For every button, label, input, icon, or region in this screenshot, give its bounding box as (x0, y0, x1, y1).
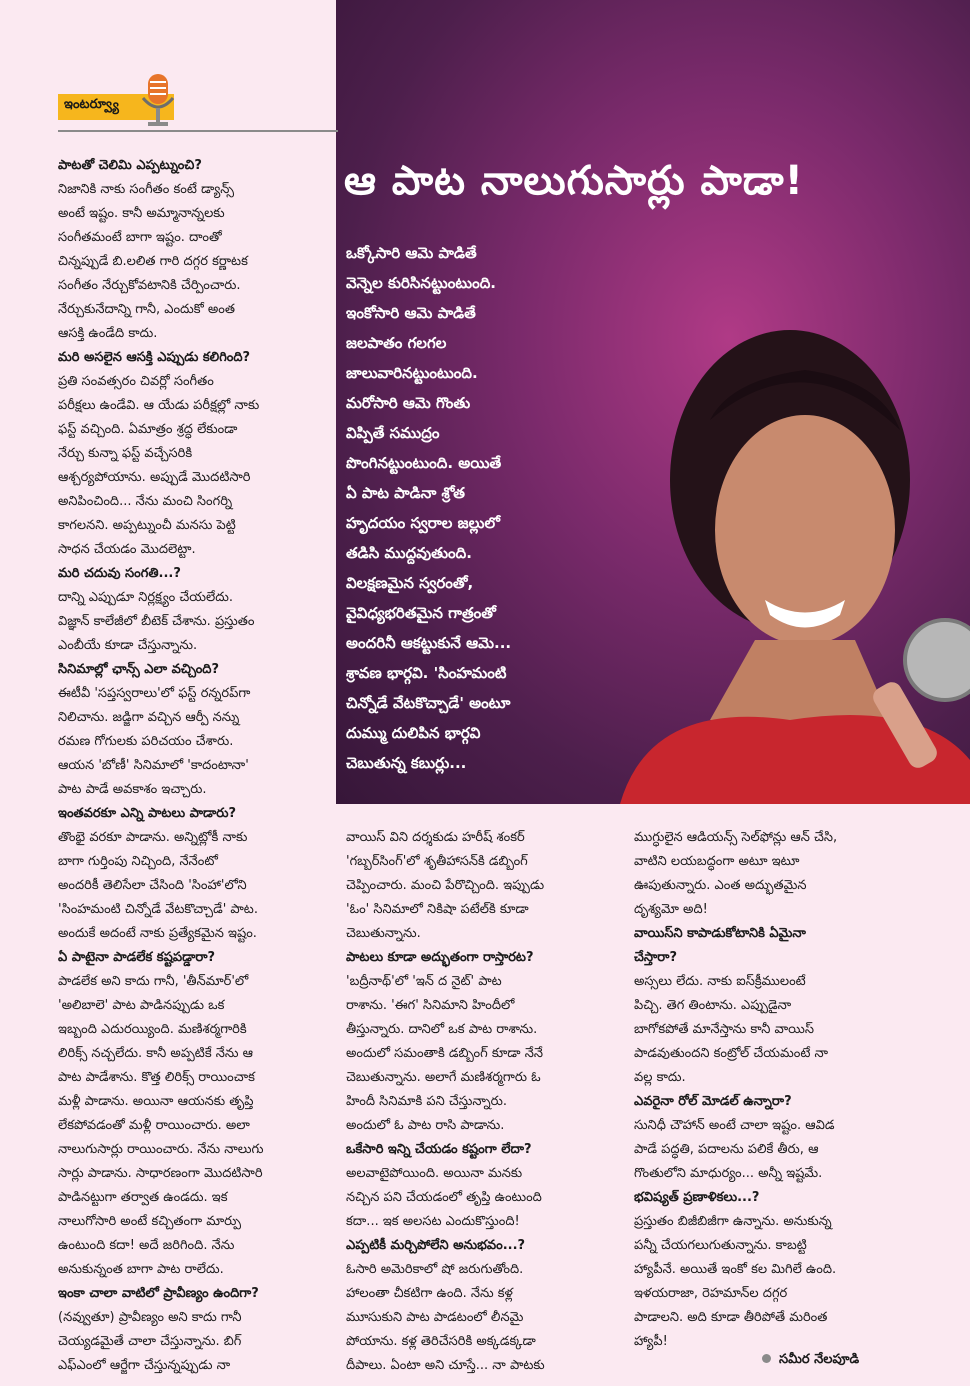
singer-photo (560, 300, 970, 804)
question-line: ఇంకా చాలా వాటిలో ప్రావీణ్యం ఉందిగా? (58, 1286, 259, 1301)
answer-line: దృశ్యమో అది! (634, 902, 708, 917)
answer-line: అందరికీ తెలిసేలా చేసింది 'సింహా'లోని (58, 878, 247, 893)
answer-line: పాడే పద్ధతి, పదాలను పలికే తీరు, ఆ (634, 1142, 819, 1157)
article-headline: ఆ పాట నాలుగుసార్లు పాడా! (344, 158, 804, 204)
microphone-icon (138, 72, 178, 128)
answer-line: చెబుతున్నాను. అలాగే మణిశర్మగారు ఓ (346, 1070, 541, 1085)
answer-line: ఫస్ట్ వచ్చింది. ఏమాత్రం శ్రద్ధ లేకుండా (58, 422, 238, 437)
answer-line: పరీక్షలు ఉండేవి. ఆ యేడు పరీక్షల్లో నాకు (58, 398, 260, 413)
answer-line: రాశాను. 'ఈగ' సినిమాని హిందీలో (346, 998, 515, 1013)
answer-line: హిందీ సినిమాకి పని చేస్తున్నారు. (346, 1094, 507, 1109)
intro-line: విలక్షణమైన స్వరంతో, (346, 574, 474, 592)
answer-line: ప్రస్తుతం బిజీబిజీగా ఉన్నాను. అనుకున్న (634, 1214, 832, 1229)
question-line: ఏ పాటైనా పాడలేక కష్టపడ్డారా? (58, 950, 216, 965)
answer-line: చిన్నప్పుడే బి.లలిత గారి దగ్గర కర్ణాటక (58, 254, 248, 269)
answer-line: ఆయన 'బోణీ' సినిమాలో 'కాదంటానా' (58, 758, 249, 773)
article-intro (346, 238, 586, 778)
answer-line: తొంభై వరకూ పాడాను. అన్నిట్లోకీ నాకు (58, 830, 248, 845)
intro-line: ఇంకోసారి ఆమె పాడితే (346, 304, 476, 322)
left-column (58, 154, 326, 1378)
answer-line: ప్రతి సంవత్సరం చివర్లో సంగీతం (58, 374, 214, 389)
answer-line: 'అలిబాలె' పాట పాడినప్పుడు ఒక (58, 998, 225, 1013)
answer-line: అస్సలు లేదు. నాకు ఐస్‌క్రీములంటే (634, 974, 806, 989)
answer-line: బాగోకపోతే మానేస్తాను కానీ వాయిస్ (634, 1022, 815, 1037)
answer-line: పాడలేక అని కాదు గానీ, 'తీన్‌మార్'లో (58, 974, 249, 989)
answer-line: సంగీతమంటే బాగా ఇష్టం. దాంతో (58, 230, 222, 245)
answer-line: పాట పాడేశాను. కొత్త లిరిక్స్ రాయించాక (58, 1070, 255, 1085)
answer-line: అనిపించింది... నేను మంచి సింగర్ని (58, 494, 233, 509)
answer-line: నిజానికి నాకు సంగీతం కంటే డ్యాన్స్ (58, 182, 235, 197)
answer-line: ఇళయరాజా, రెహమాన్‌ల దగ్గర (634, 1286, 788, 1301)
intro-line: హృదయం స్వరాల జల్లులో (346, 514, 500, 532)
answer-line: 'ఓం' సినిమాలో నికిషా పటేల్‌కి కూడా (346, 902, 529, 917)
intro-line: దుమ్ము దులిపిన భార్గవి (346, 724, 481, 742)
answer-line: 'గబ్బర్‌సింగ్'లో శృతీహాసన్‌కి డబ్బింగ్ (346, 854, 528, 869)
answer-line: చెయ్యడమైతే చాలా చేస్తున్నాను. బిగ్ (58, 1334, 242, 1349)
section-tag-label: ఇంటర్వ్యూ (64, 97, 119, 112)
answer-line: దీపాలు. ఏంటా అని చూస్తే... నా పాటకు (346, 1358, 545, 1373)
answer-line: అంటే ఇష్టం. కానీ అమ్మానాన్నలకు (58, 206, 225, 221)
answer-line: సార్లు పాడాను. సాధారణంగా మొదటిసారి (58, 1166, 263, 1181)
answer-line: కదా... ఇక అలసట ఎందుకొస్తుంది! (346, 1214, 520, 1229)
answer-line: అలవాటైపోయింది. అయినా మనకు (346, 1166, 523, 1181)
answer-line: తీస్తున్నారు. దానిలో ఒక పాట రాశాను. (346, 1022, 538, 1037)
answer-line: లిరిక్స్ నచ్చలేదు. కానీ అప్పటికే నేను ఆ (58, 1046, 253, 1061)
intro-line: మరోసారి ఆమె గొంతు (346, 394, 471, 412)
answer-line: చెప్పించారు. మంచి పేరొచ్చింది. ఇప్పుడు (346, 878, 545, 893)
question-line: పాటతో చెలిమి ఎప్పట్నుంచి? (58, 158, 202, 173)
answer-line: నిలిచాను. జడ్జిగా వచ్చిన ఆర్పీ నన్ను (58, 710, 240, 725)
intro-line: చిన్నోడే వేటకొచ్చాడే' అంటూ (346, 694, 511, 712)
answer-line: సంగీతం నేర్చుకోవటానికి చేర్పించారు. (58, 278, 241, 293)
answer-line: అందులో ఓ పాట రాసి పాడాను. (346, 1118, 505, 1133)
answer-line: వాటిని లయబద్ధంగా అటూ ఇటూ (634, 854, 800, 869)
intro-line: అందరినీ ఆకట్టుకునే ఆమె... (346, 634, 512, 652)
question-line: ఒకేసారి ఇన్ని చేయడం కష్టంగా లేదా? (346, 1142, 532, 1157)
answer-line: 'సింహమంటి చిన్నోడే వేటకొచ్చాడే' పాట. (58, 902, 258, 917)
author-name: సమీర నేలపూడి (779, 1352, 860, 1367)
answer-line: పాడాలని. అది కూడా తీరిపోతే మరింత (634, 1310, 828, 1325)
answer-line: నేర్చుకునేదాన్ని గానీ, ఎందుకో అంత (58, 302, 236, 317)
intro-line: వైవిధ్యభరితమైన గాత్రంతో (346, 604, 496, 622)
answer-line: హ్యాపీనే. అయితే ఇంకో కల మిగిలే ఉంది. (634, 1262, 837, 1277)
answer-line: ఊపుతున్నారు. ఎంత అద్భుతమైన (634, 878, 807, 893)
answer-line: వాయిస్ విని దర్శకుడు హరీష్ శంకర్ (346, 830, 525, 845)
answer-line: పాడినట్టుగా తర్వాత ఉండదు. ఇక (58, 1190, 228, 1205)
answer-line: నేర్చు కున్నా ఫస్ట్ వచ్చేసరికి (58, 446, 193, 461)
answer-line: ఆసక్తి ఉండేది కాదు. (58, 326, 158, 341)
middle-column (346, 826, 606, 1378)
answer-line: గొంతులోని మాధుర్యం... అన్నీ ఇష్టమే. (634, 1166, 823, 1181)
intro-line: ఏ పాట పాడినా శ్రోత (346, 484, 465, 502)
answer-line: ఎఫ్ఎంలో ఆర్జేగా చేస్తున్నప్పుడు నా (58, 1358, 231, 1373)
intro-line: పొంగినట్టుంటుంది. అయితే (346, 454, 502, 472)
question-line: ఇంతవరకూ ఎన్ని పాటలు పాడారు? (58, 806, 237, 821)
intro-line: చెబుతున్న కబుర్లు... (346, 754, 467, 772)
answer-line: అనుకున్నంత బాగా పాట రాలేదు. (58, 1262, 224, 1277)
answer-line: ఎంబీయే కూడా చేస్తున్నాను. (58, 638, 198, 653)
intro-line: వెన్నెల కురిసినట్టుంటుంది. (346, 274, 496, 292)
answer-line: అందుకే అదంటే నాకు ప్రత్యేకమైన ఇష్టం. (58, 926, 257, 941)
question-line: మరి చదువు సంగతి...? (58, 566, 181, 581)
answer-line: నచ్చిన పని చేయడంలో తృప్తి ఉంటుంది (346, 1190, 542, 1205)
answer-line: నాలుగోసారి అంటే కచ్చితంగా మార్పు (58, 1214, 242, 1229)
answer-line: పన్నీ చేయగలుగుతున్నాను. కాబట్టి (634, 1238, 807, 1253)
intro-line: తడిసి ముద్దవుతుంది. (346, 544, 472, 562)
right-column (634, 826, 904, 1354)
section-divider (58, 130, 338, 132)
answer-line: హ్యాపీ! (634, 1334, 668, 1349)
question-line: భవిష్యత్ ప్రణాళికలు...? (634, 1190, 760, 1205)
answer-line: నాలుగుసార్లు రాయించారు. నేను నాలుగు (58, 1142, 264, 1157)
answer-line: ఉంటుంది కదా! అదే జరిగింది. నేను (58, 1238, 235, 1253)
answer-line: రమణ గోగులకు పరిచయం చేశారు. (58, 734, 234, 749)
intro-line: జాలువారినట్టుంటుంది. (346, 364, 478, 382)
answer-line: (నవ్వుతూ) ప్రావీణ్యం అని కాదు గానీ (58, 1310, 242, 1325)
intro-line: శ్రావణ భార్గవి. 'సింహమంటి (346, 664, 507, 682)
intro-line: జలపాతం గలగల (346, 334, 447, 352)
answer-line: ఆశ్చర్యపోయాను. అప్పుడే మొదటిసారి (58, 470, 251, 485)
answer-line: సునిధీ చౌహాన్ అంటే చాలా ఇష్టం. ఆవిడ (634, 1118, 835, 1133)
answer-line: సాధన చేయడం మొదలెట్టా. (58, 542, 196, 557)
answer-line: హాలంతా చీకటిగా ఉంది. నేను కళ్ల (346, 1286, 513, 1301)
question-line: ఎప్పటికీ మర్చిపోలేని అనుభవం...? (346, 1238, 526, 1253)
answer-line: ఇబ్బంది ఎదురయ్యింది. మణిశర్మగారికి (58, 1022, 247, 1037)
answer-line: పాడవుతుందని కంట్రోల్ చేయమంటే నా (634, 1046, 829, 1061)
answer-line: మూసుకుని పాట పాడటంలో లీనమై (346, 1310, 524, 1325)
bullet-icon (762, 1354, 771, 1363)
answer-line: ముగ్ధులైన ఆడియన్స్ సెల్‌ఫోన్లు ఆన్ చేసి, (634, 830, 838, 845)
answer-line: దాన్ని ఎప్పుడూ నిర్లక్ష్యం చేయలేదు. (58, 590, 233, 605)
answer-line: పిచ్చి. తెగ తింటాను. ఎప్పుడైనా (634, 998, 792, 1013)
intro-line: విప్పితే సముద్రం (346, 424, 440, 442)
author-byline (762, 1352, 859, 1370)
question-line: చేస్తారా? (634, 950, 678, 965)
answer-line: కాగలనని. అప్పట్నుంచీ మనసు పెట్టి (58, 518, 236, 533)
answer-line: మళ్లీ పాడాను. అయినా ఆయనకు తృప్తి (58, 1094, 254, 1109)
answer-line: వల్ల కాదు. (634, 1070, 686, 1085)
answer-line: పోయాను. కళ్ల తెరిచేసరికి అక్కడక్కడా (346, 1334, 536, 1349)
answer-line: చెబుతున్నాను. (346, 926, 421, 941)
question-line: వాయిస్‌ని కాపాడుకోటానికి ఏమైనా (634, 926, 806, 941)
answer-line: ఓసారి అమెరికాలో షో జరుగుతోంది. (346, 1262, 524, 1277)
answer-line: అందులో సమంతాకి డబ్బింగ్ కూడా నేనే (346, 1046, 543, 1061)
answer-line: లేకపోవడంతో మళ్లీ రాయించారు. అలా (58, 1118, 250, 1133)
question-line: మరి అసలైన ఆసక్తి ఎప్పుడు కలిగింది? (58, 350, 251, 365)
question-line: పాటలు కూడా అద్భుతంగా రాస్తారట? (346, 950, 534, 965)
intro-line: ఒక్కోసారి ఆమె పాడితే (346, 244, 477, 262)
answer-line: 'బద్రీనాథ్'లో 'ఇన్ ద నైట్' పాట (346, 974, 502, 989)
answer-line: పాట పాడే అవకాశం ఇచ్చారు. (58, 782, 207, 797)
answer-line: బాగా గుర్తింపు నిచ్చింది, నేనేంటో (58, 854, 218, 869)
answer-line: ఈటీవీ 'సప్తస్వరాలు'లో ఫస్ట్ రన్నరప్‌గా (58, 686, 251, 701)
question-line: ఎవరైనా రోల్ మోడల్ ఉన్నారా? (634, 1094, 792, 1109)
question-line: సినిమాల్లో ఛాన్స్ ఎలా వచ్చింది? (58, 662, 219, 677)
answer-line: విజ్ఞాన్ కాలేజీలో బీటెక్ చేశాను. ప్రస్తుతం (58, 614, 255, 629)
